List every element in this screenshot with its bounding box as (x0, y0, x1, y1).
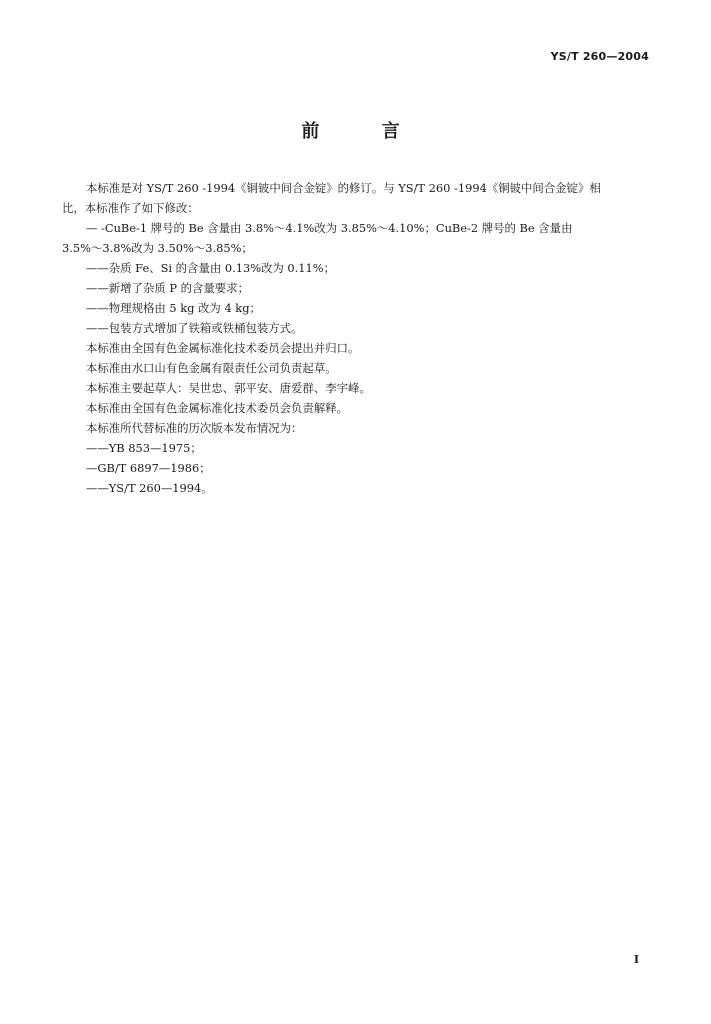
page-number: I (633, 953, 639, 966)
history-item-gbt6897: —GB/T 6897—1986； (86, 461, 211, 475)
paragraph-proposer: 本标准由全国有色金属标准化技术委员会提出并归口。 (86, 341, 360, 355)
change-item-impurity-p: ——新增了杂质 P 的含量要求； (86, 281, 249, 295)
standard-code-header: YS/T 260—2004 (550, 50, 649, 63)
foreword-body (62, 178, 652, 498)
paragraph-revision-line1: 本标准是对 YS/T 260 -1994《铜铍中间合金锭》的修订。与 YS/T 260 -1994《铜铍中间合金锭》相 (86, 181, 601, 195)
paragraph-drafters: 本标准主要起草人：吴世忠、郭平安、唐爱群、李宇峰。 (86, 381, 371, 395)
change-item-cube-line1: — -CuBe-1 牌号的 Be 含量由 3.8%～4.1%改为 3.85%～4.10%；CuBe-2 牌号的 Be 含量由 (86, 221, 573, 235)
page-title: 前 言 (301, 121, 428, 142)
paragraph-history-intro: 本标准所代替标准的历次版本发布情况为： (86, 421, 303, 435)
change-item-impurity-fe-si: ——杂质 Fe、Si 的含量由 0.13%改为 0.11%； (86, 261, 336, 275)
change-item-cube-line2: 3.5%～3.8%改为 3.50%～3.85%； (62, 241, 253, 255)
history-item-yb853: ——YB 853—1975； (86, 441, 202, 455)
change-item-physical-spec: ——物理规格由 5 kg 改为 4 kg； (86, 301, 261, 315)
history-item-yst260: ——YS/T 260—1994。 (86, 481, 213, 495)
paragraph-interpretation: 本标准由全国有色金属标准化技术委员会负责解释。 (86, 401, 348, 415)
paragraph-drafter-org: 本标准由水口山有色金属有限责任公司负责起草。 (86, 361, 337, 375)
paragraph-revision-line2: 比，本标准作了如下修改： (62, 201, 199, 215)
change-item-packaging: ——包装方式增加了铁箱或铁桶包装方式。 (86, 321, 303, 335)
